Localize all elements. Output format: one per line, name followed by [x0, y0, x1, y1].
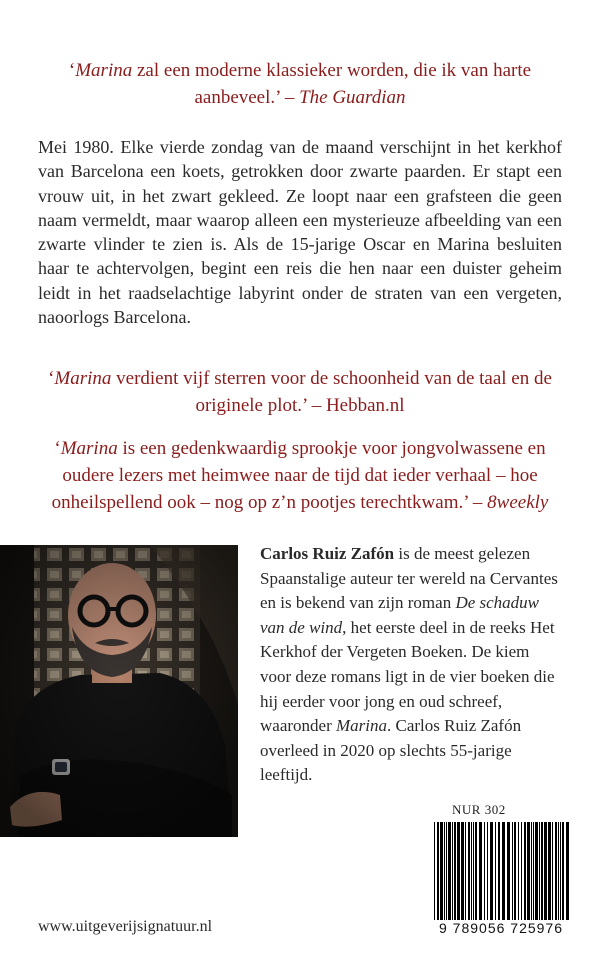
bio-text: , het eerste deel in de reeks Het Kerkhof der Vergeten Boeken. De kiem voor deze romans ligt in de vier boeken die hij eerder voor jong en oud schreef, waaronder: [260, 617, 555, 736]
barcode-bar: [490, 822, 493, 920]
quote-source: 8weekly: [487, 492, 549, 513]
barcode-bar: [535, 822, 538, 920]
bio-text: is de meest gelezen Spaanstalige auteur ter wereld na Cervantes en is bekend van zijn roman: [260, 544, 558, 613]
barcode-bar: [531, 822, 532, 920]
isbn-barcode: [430, 822, 572, 934]
barcode-bar: [518, 822, 519, 920]
barcode-bar: [514, 822, 516, 920]
barcode-bar: [541, 822, 543, 920]
quote-text: verdient vijf sterren voor de schoonheid van de taal en de originele plot.’ – Hebban.nl: [111, 368, 552, 416]
quote-book-title: Marina: [60, 438, 118, 459]
barcode-bar: [562, 822, 564, 920]
barcode-bar: [465, 822, 466, 920]
barcode-bar: [521, 822, 522, 920]
barcode-bar: [527, 822, 530, 920]
quote-book-title: Marina: [75, 60, 133, 81]
barcode-bar: [539, 822, 540, 920]
barcode-bar: [555, 822, 557, 920]
barcode-bar: [533, 822, 534, 920]
barcode-bar: [507, 822, 510, 920]
barcode-bar: [544, 822, 547, 920]
barcode-bar: [484, 822, 485, 920]
barcode-bar: [437, 822, 439, 928]
quote-book-title: Marina: [54, 368, 112, 389]
bio-text: . Carlos Ruiz Zafón overleed in 2020 op slechts 55-jarige leeftijd.: [260, 716, 522, 785]
barcode-bar: [524, 822, 526, 920]
author-portrait-illustration: [0, 545, 238, 837]
barcode-bar: [479, 822, 482, 920]
barcode-bar: [512, 822, 513, 920]
barcode-bar: [448, 822, 451, 920]
barcode-bar: [461, 822, 464, 920]
isbn-number: 9 789056 725976: [430, 920, 572, 936]
barcode-bar: [502, 822, 505, 928]
barcode-bar: [468, 822, 470, 920]
book-title: De schaduw van de wind: [260, 593, 540, 637]
barcode-bar: [452, 822, 453, 920]
quote-open-mark: ‘: [54, 438, 61, 459]
quote-text: is een gedenkwaardig sprookje voor jongvolwassene en oudere lezers met heimwee naar de tijd dat ieder verhaal – hoe onheilspellend ook – nog op z’n pootjes terechtkwam.’ –: [51, 438, 546, 513]
book-title: Marina: [336, 716, 387, 736]
barcode-bar: [548, 822, 551, 920]
review-quote-hebban: [36, 365, 564, 419]
author-bio: [260, 542, 562, 788]
barcode-bar: [495, 822, 496, 920]
book-blurb: Mei 1980. Elke vierde zondag van de maand verschijnt in het kerkhof van Barcelona een koets, getrokken door zwarte paarden. Er stapt een vrouw uit, in het zwart gekleed. Ze loopt naar een grafsteen die geen naam vermeldt, maar waarop alleen een mysterieuze afbeelding van een zwarte vlinder te zien is. Als de 15-jarige Oscar en Marina besluiten haar te achtervolgen, begint een reis die hen naar een duister geheim leidt in het raadselachtige labyrint onder de straten van een vergeten, naoorlogs Barcelona.: [38, 137, 562, 328]
publisher-website: www.uitgeverijsignatuur.nl: [38, 918, 213, 935]
barcode-bar: [558, 822, 559, 920]
barcode-bar: [552, 822, 553, 920]
barcode-bar: [566, 822, 569, 928]
nur-code: NUR 302: [452, 802, 506, 817]
barcode-bar: [471, 822, 472, 920]
barcode-bar: [440, 822, 443, 920]
barcode-bar: [473, 822, 474, 920]
quote-source: The Guardian: [299, 87, 406, 108]
review-quote-guardian: [36, 57, 564, 111]
quote-text: zal een moderne klassieker worden, die ik van harte aanbeveel.’ –: [132, 60, 532, 108]
barcode-bar: [475, 822, 477, 920]
author-name: Carlos Ruiz Zafón: [260, 544, 395, 563]
barcode-bar: [457, 822, 460, 920]
author-photo: [0, 545, 238, 837]
review-quote-8weekly: [36, 435, 564, 516]
barcode-bar: [434, 822, 435, 928]
barcode-bar: [444, 822, 445, 920]
barcode-bar: [487, 822, 488, 920]
quote-open-mark: ‘: [68, 60, 76, 81]
barcode-bar: [560, 822, 561, 920]
barcode-bar: [446, 822, 447, 920]
barcode-bar: [498, 822, 500, 920]
quote-open-mark: ‘: [48, 368, 55, 389]
barcode-bar: [454, 822, 456, 920]
